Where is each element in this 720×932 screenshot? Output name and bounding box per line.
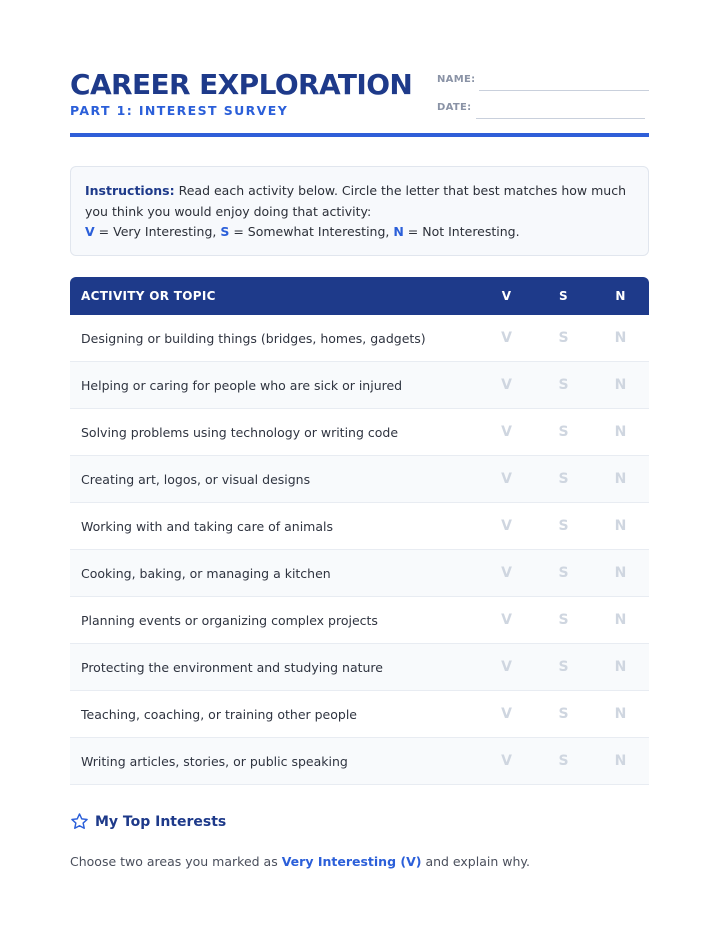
choice-v[interactable]: V — [501, 518, 512, 534]
choice-s[interactable]: S — [558, 377, 569, 393]
choice-n[interactable]: N — [614, 753, 627, 769]
activity-label: Cooking, baking, or managing a kitchen — [81, 565, 331, 581]
table-row — [70, 597, 649, 644]
choice-v[interactable]: V — [501, 659, 512, 675]
activity-label: Protecting the environment and studying nature — [81, 659, 383, 675]
table-row — [70, 503, 649, 550]
choice-v[interactable]: V — [501, 753, 512, 769]
table-header — [70, 277, 649, 315]
choice-n[interactable]: N — [614, 377, 627, 393]
top-interests-title: My Top Interests — [95, 813, 227, 830]
table-row — [70, 738, 649, 785]
worksheet-title: CAREER EXPLORATION — [70, 68, 413, 101]
choice-v[interactable]: V — [501, 565, 512, 581]
choice-n[interactable]: N — [614, 612, 627, 628]
top-interests-prompt — [70, 854, 530, 869]
choice-n[interactable]: N — [614, 565, 627, 581]
name-field-line[interactable] — [479, 90, 649, 91]
choice-n[interactable]: N — [614, 424, 627, 440]
choice-v[interactable]: V — [501, 706, 512, 722]
header-n: N — [615, 289, 626, 303]
choice-n[interactable]: N — [614, 706, 627, 722]
top-interests-heading — [70, 812, 226, 831]
prompt-text-start: Choose two areas you marked as — [70, 854, 282, 869]
date-field-line[interactable] — [476, 118, 645, 119]
prompt-highlight: Very Interesting (V) — [281, 854, 422, 869]
choice-v[interactable]: V — [501, 377, 512, 393]
activity-label: Solving problems using technology or writing code — [81, 424, 399, 440]
legend-meaning-n: = Not Interesting. — [403, 224, 520, 239]
choice-s[interactable]: S — [558, 424, 569, 440]
legend-letter-n: N — [393, 224, 404, 239]
header-activity: ACTIVITY OR TOPIC — [81, 289, 216, 303]
prompt-text-end: and explain why. — [421, 854, 530, 869]
table-row — [70, 315, 649, 362]
choice-v[interactable]: V — [501, 424, 512, 440]
table-row — [70, 550, 649, 597]
date-label: DATE: — [437, 102, 472, 113]
table-row — [70, 409, 649, 456]
choice-v[interactable]: V — [501, 471, 512, 487]
legend-meaning-v: = Very Interesting, — [94, 224, 221, 239]
choice-s[interactable]: S — [558, 659, 569, 675]
legend-letter-s: S — [220, 224, 230, 239]
choice-v[interactable]: V — [501, 330, 512, 346]
choice-s[interactable]: S — [558, 706, 569, 722]
table-row — [70, 691, 649, 738]
activity-label: Teaching, coaching, or training other people — [81, 706, 357, 722]
choice-s[interactable]: S — [558, 518, 569, 534]
activity-label: Helping or caring for people who are sick or injured — [81, 377, 403, 393]
activity-label: Writing articles, stories, or public speaking — [81, 753, 348, 769]
header-s: S — [559, 289, 568, 303]
activity-label: Creating art, logos, or visual designs — [81, 471, 311, 487]
choice-s[interactable]: S — [558, 330, 569, 346]
legend-meaning-s: = Somewhat Interesting, — [229, 224, 394, 239]
legend-letter-v: V — [85, 224, 95, 239]
instructions-box — [70, 166, 649, 256]
choice-v[interactable]: V — [501, 612, 512, 628]
choice-s[interactable]: S — [558, 471, 569, 487]
star-icon — [70, 812, 89, 831]
name-label: NAME: — [437, 74, 476, 85]
instructions-label: Instructions: — [85, 183, 175, 198]
choice-n[interactable]: N — [614, 471, 627, 487]
header-v: V — [501, 289, 512, 303]
activity-label: Designing or building things (bridges, homes, gadgets) — [81, 330, 426, 346]
choice-s[interactable]: S — [558, 753, 569, 769]
choice-n[interactable]: N — [614, 330, 627, 346]
choice-n[interactable]: N — [614, 659, 627, 675]
table-row — [70, 456, 649, 503]
instructions-text: Read each activity below. Circle the letter that best matches how much you think you would enjoy doing that activity: — [85, 183, 626, 219]
worksheet-subtitle: PART 1: INTEREST SURVEY — [70, 103, 289, 118]
table-row — [70, 362, 649, 409]
choice-s[interactable]: S — [558, 565, 569, 581]
activity-label: Working with and taking care of animals — [81, 518, 334, 534]
header-divider — [70, 133, 649, 137]
interest-table — [70, 277, 649, 785]
choice-n[interactable]: N — [614, 518, 627, 534]
table-row — [70, 644, 649, 691]
choice-s[interactable]: S — [558, 612, 569, 628]
activity-label: Planning events or organizing complex projects — [81, 612, 378, 628]
